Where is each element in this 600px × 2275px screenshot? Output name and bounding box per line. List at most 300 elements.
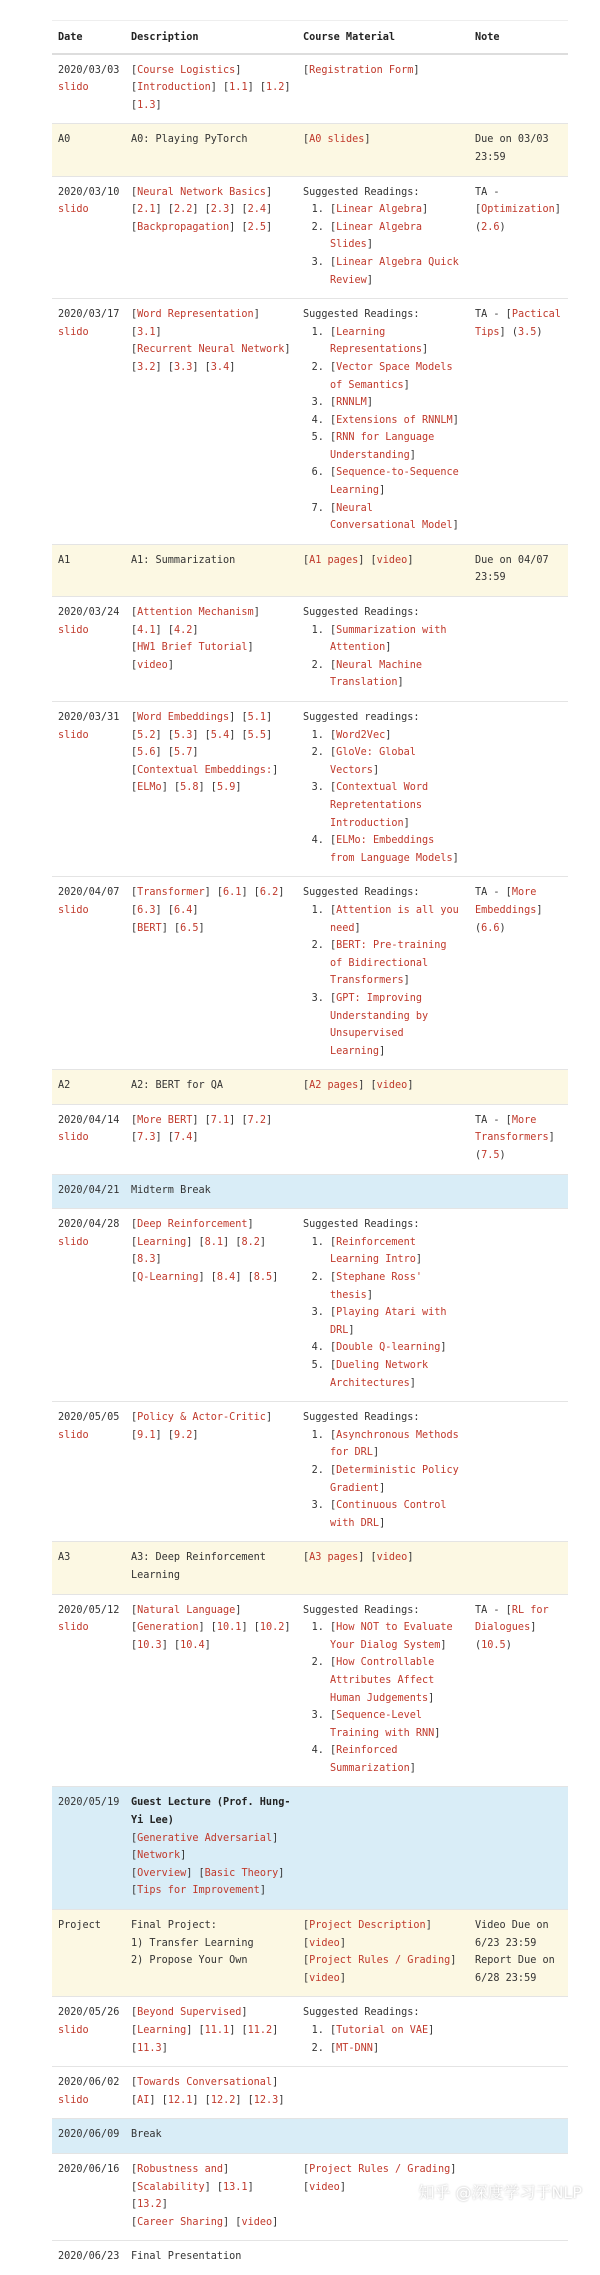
link-line: [Registration Form] bbox=[303, 64, 420, 76]
material-cell bbox=[297, 1594, 469, 1787]
material-link[interactable]: 6.5 bbox=[180, 922, 199, 934]
date-cell bbox=[52, 1402, 125, 1542]
date-cell bbox=[52, 2067, 125, 2119]
reading-link[interactable]: with DRL bbox=[330, 1517, 380, 1529]
reading-link[interactable]: need bbox=[330, 922, 355, 934]
readings-list bbox=[303, 201, 463, 289]
material-link[interactable]: 8.3 bbox=[137, 1254, 156, 1266]
ta-topic-link[interactable]: Pactical bbox=[511, 309, 561, 321]
ta-topic-link[interactable]: Optimization bbox=[481, 204, 555, 216]
link-line: [Transformer] [6.1] [6.2] bbox=[131, 887, 285, 899]
ta-topic-link[interactable]: Embeddings bbox=[475, 904, 537, 916]
ta-topic-link[interactable]: Transformers bbox=[475, 1132, 549, 1144]
reading-link[interactable]: Conversational Model bbox=[330, 520, 453, 532]
material-link[interactable]: A2 pages bbox=[309, 1080, 359, 1092]
material-link[interactable]: Backpropagation bbox=[137, 221, 230, 233]
material-link[interactable]: 9.1 bbox=[137, 1429, 156, 1441]
material-link[interactable]: Contextual Embeddings: bbox=[137, 764, 273, 776]
material-link[interactable]: Generation bbox=[137, 1622, 199, 1634]
date-cell bbox=[52, 2241, 125, 2275]
reading-link[interactable]: Reinforcement bbox=[336, 1236, 416, 1248]
header-description: Description bbox=[125, 21, 297, 54]
material-link[interactable]: 4.2 bbox=[173, 624, 193, 636]
ta-topic-link[interactable]: RL for bbox=[511, 1604, 549, 1616]
material-link[interactable]: A1 pages bbox=[309, 554, 359, 566]
reading-link[interactable]: Review bbox=[330, 274, 367, 286]
description-cell bbox=[125, 1594, 297, 1787]
material-link[interactable]: 11.1 bbox=[204, 2025, 230, 2036]
slido-link[interactable]: slido bbox=[58, 904, 89, 916]
material-link[interactable]: 10.3 bbox=[137, 1639, 162, 1651]
slido-link[interactable]: slido bbox=[58, 1236, 89, 1248]
material-link[interactable]: Attention Mechanism bbox=[137, 607, 254, 619]
reading-link[interactable]: Representations bbox=[330, 344, 423, 356]
description-cell bbox=[125, 1070, 297, 1105]
material-link[interactable]: 1.1 bbox=[229, 82, 248, 94]
material-link[interactable]: video bbox=[376, 1080, 408, 1092]
material-link[interactable]: Scalability bbox=[137, 2181, 205, 2193]
reading-link[interactable]: Linear Algebra bbox=[336, 204, 423, 216]
reading-item: 1. [Learning Representations] bbox=[330, 324, 463, 359]
link-line: [A2 pages] [video] bbox=[303, 1080, 414, 1092]
reading-link[interactable]: Learning Intro bbox=[330, 1254, 416, 1266]
date-cell bbox=[52, 176, 125, 299]
material-link[interactable]: Basic Theory bbox=[204, 1867, 279, 1879]
material-link[interactable]: Learning bbox=[137, 2025, 187, 2036]
reading-item: 7. [Neural Conversational Model] bbox=[330, 500, 463, 535]
material-link[interactable]: ELMo bbox=[137, 782, 162, 794]
note-line: 23:59 bbox=[475, 151, 506, 163]
slido-link[interactable]: slido bbox=[58, 729, 89, 741]
description-cell bbox=[125, 2119, 297, 2154]
ta-topic-link[interactable]: Dialogues bbox=[475, 1622, 531, 1634]
material-cell bbox=[297, 877, 469, 1070]
link-line: [11.3] bbox=[131, 2042, 168, 2054]
material-link[interactable]: 5.9 bbox=[216, 782, 236, 794]
date-value: 2020/03/24 bbox=[58, 607, 120, 619]
link-line: [Learning] [11.1] [11.2] bbox=[131, 2025, 279, 2036]
ta-chapter-link[interactable]: 7.5 bbox=[481, 1150, 500, 1162]
material-link[interactable]: 8.1 bbox=[204, 1236, 224, 1248]
material-link[interactable]: A0 slides bbox=[309, 134, 365, 146]
header-row bbox=[52, 21, 568, 54]
reading-link[interactable]: of Bidirectional bbox=[330, 957, 429, 969]
material-link[interactable]: 5.7 bbox=[173, 747, 193, 759]
reading-item: 2. [Neural Machine Translation] bbox=[330, 657, 463, 692]
reading-link[interactable]: from Language Models bbox=[330, 852, 453, 864]
material-link[interactable]: Overview bbox=[137, 1867, 187, 1879]
date-value: 2020/05/12 bbox=[58, 1604, 120, 1616]
material-link[interactable]: 5.6 bbox=[137, 747, 156, 759]
date-cell bbox=[52, 1174, 125, 1209]
slido-link[interactable]: slido bbox=[58, 1132, 89, 1144]
ta-chapter-link[interactable]: 10.5 bbox=[481, 1639, 506, 1651]
link-line: [Project Rules / Grading] bbox=[303, 2163, 457, 2175]
link-line: [Natural Language] bbox=[131, 1604, 242, 1616]
material-link[interactable]: 6.1 bbox=[223, 887, 242, 899]
material-link[interactable]: 7.1 bbox=[210, 1114, 230, 1126]
material-link[interactable]: AI bbox=[137, 2094, 150, 2106]
link-line: [Project Rules / Grading] bbox=[303, 1955, 457, 1967]
reading-item: 2. [GloVe: Global Vectors] bbox=[330, 744, 463, 779]
reading-link[interactable]: for DRL bbox=[330, 1447, 373, 1459]
link-line: [ELMo] [5.8] [5.9] bbox=[131, 782, 242, 794]
date-cell bbox=[52, 1070, 125, 1105]
reading-link[interactable]: Tutorial on VAE bbox=[336, 2025, 429, 2036]
description-cell bbox=[125, 1787, 297, 1910]
date-value: 2020/05/19 bbox=[58, 1797, 120, 1809]
link-line: [Contextual Embeddings:] bbox=[131, 764, 279, 776]
slido-link[interactable]: slido bbox=[58, 204, 89, 216]
ta-topic-link[interactable]: More bbox=[511, 1114, 537, 1126]
readings-list bbox=[303, 727, 463, 868]
reading-link[interactable]: Continuous Control bbox=[336, 1500, 447, 1512]
readings-heading: Suggested Readings: bbox=[303, 309, 420, 321]
material-link[interactable]: video bbox=[376, 1552, 408, 1564]
reading-link[interactable]: Vectors bbox=[330, 764, 373, 776]
material-link[interactable]: Introduction bbox=[137, 82, 211, 94]
material-link[interactable]: 7.3 bbox=[137, 1132, 156, 1144]
readings-list bbox=[303, 902, 463, 1060]
description-cell bbox=[125, 54, 297, 124]
date-cell bbox=[52, 544, 125, 596]
material-link[interactable]: Recurrent Neural Network bbox=[137, 344, 285, 356]
description-cell bbox=[125, 1910, 297, 1997]
reading-item: 1. [Summarization with Attention] bbox=[330, 622, 463, 657]
link-line: [Introduction] [1.1] [1.2] bbox=[131, 82, 291, 94]
material-link[interactable]: 5.5 bbox=[247, 729, 267, 741]
reading-item: 1. [Tutorial on VAE] bbox=[330, 2022, 463, 2040]
ta-chapter-link[interactable]: 6.6 bbox=[481, 922, 500, 934]
material-link[interactable]: 12.2 bbox=[210, 2094, 236, 2106]
material-link[interactable]: 13.1 bbox=[223, 2181, 248, 2193]
material-link[interactable]: Network bbox=[137, 1850, 181, 1862]
material-link[interactable]: video bbox=[309, 2181, 340, 2193]
material-link[interactable]: video bbox=[241, 2216, 273, 2228]
reading-link[interactable]: Sequence-to-Sequence bbox=[336, 467, 459, 479]
reading-link[interactable]: Learning bbox=[330, 1045, 380, 1057]
material-link[interactable]: 3.2 bbox=[137, 361, 156, 373]
reading-link[interactable]: Reinforced bbox=[336, 1745, 398, 1757]
material-link[interactable]: 10.1 bbox=[216, 1622, 242, 1634]
material-link[interactable]: 2.4 bbox=[247, 204, 267, 216]
material-link[interactable]: 5.2 bbox=[137, 729, 156, 741]
event-title: Final Presentation bbox=[131, 2251, 242, 2263]
reading-link[interactable]: Neural Machine bbox=[336, 659, 423, 671]
readings-list bbox=[303, 324, 463, 535]
reading-item: 1. [Word2Vec] bbox=[330, 727, 463, 745]
reading-link[interactable]: Attributes Affect bbox=[330, 1674, 435, 1686]
reading-item: 3. [GPT: Improving Understanding by Unsupervised Learning] bbox=[330, 990, 463, 1060]
material-link[interactable]: 12.1 bbox=[167, 2094, 193, 2106]
note-cell bbox=[469, 1542, 568, 1594]
ta-topic-link[interactable]: Tips bbox=[475, 326, 500, 338]
reading-link[interactable]: thesis bbox=[330, 1289, 367, 1301]
material-link[interactable]: 6.3 bbox=[137, 904, 156, 916]
material-link[interactable]: Word Representation bbox=[137, 309, 254, 321]
material-link[interactable]: 10.4 bbox=[180, 1639, 205, 1651]
link-line: [Network] bbox=[131, 1850, 187, 1862]
reading-link[interactable]: Contextual Word bbox=[336, 782, 429, 794]
material-link[interactable]: 3.3 bbox=[173, 361, 193, 373]
reading-link[interactable]: Transformers bbox=[330, 975, 404, 987]
schedule-body bbox=[52, 54, 568, 2275]
note-line: Due on 04/07 bbox=[475, 554, 549, 566]
material-cell bbox=[297, 1104, 469, 1174]
reading-item: 3. [Linear Algebra Quick Review] bbox=[330, 254, 463, 289]
material-link[interactable]: 8.4 bbox=[216, 1272, 236, 1284]
material-link[interactable]: Tips for Improvement bbox=[137, 1885, 260, 1897]
material-link[interactable]: Registration Form bbox=[309, 64, 414, 76]
material-link[interactable]: 1.2 bbox=[266, 82, 285, 94]
material-link[interactable]: Learning bbox=[137, 1236, 187, 1248]
slido-link[interactable]: slido bbox=[58, 2094, 89, 2106]
reading-link[interactable]: Learning bbox=[330, 485, 380, 497]
link-line: [2.1] [2.2] [2.3] [2.4] bbox=[131, 204, 273, 216]
material-link[interactable]: Neural Network Basics bbox=[137, 186, 266, 198]
reading-link[interactable]: Summarization bbox=[330, 1762, 410, 1774]
material-link[interactable]: Project Rules / Grading bbox=[309, 2163, 451, 2175]
reading-link[interactable]: Linear Algebra bbox=[336, 221, 423, 233]
material-cell bbox=[297, 1209, 469, 1402]
ta-note: TA - [RL for Dialogues] (10.5) bbox=[475, 1604, 549, 1651]
reading-link[interactable]: Attention bbox=[330, 642, 386, 654]
material-link[interactable]: 11.2 bbox=[247, 2025, 273, 2036]
reading-item: 6. [Sequence-to-Sequence Learning] bbox=[330, 464, 463, 499]
link-line: [Course Logistics] bbox=[131, 64, 242, 76]
reading-link[interactable]: Linear Algebra Quick bbox=[336, 256, 459, 268]
reading-item: 1. [How NOT to Evaluate Your Dialog System] bbox=[330, 1619, 463, 1654]
slido-link[interactable]: slido bbox=[58, 1429, 89, 1441]
description-cell bbox=[125, 1174, 297, 1209]
reading-link[interactable]: Playing Atari with bbox=[336, 1307, 447, 1319]
reading-link[interactable]: Dueling Network bbox=[336, 1360, 429, 1371]
reading-link[interactable]: Vector Space Models bbox=[336, 361, 453, 373]
date-value: 2020/04/07 bbox=[58, 887, 120, 899]
material-link[interactable]: 3.1 bbox=[137, 326, 156, 338]
schedule-row bbox=[52, 1997, 568, 2067]
readings-list bbox=[303, 1234, 463, 1392]
link-line: [Scalability] [13.1] [13.2] bbox=[131, 2181, 254, 2211]
note-cell bbox=[469, 2241, 568, 2275]
reading-link[interactable]: Understanding by bbox=[330, 1010, 429, 1022]
reading-link[interactable]: Asynchronous Methods bbox=[336, 1429, 459, 1441]
reading-link[interactable]: Repretentations bbox=[330, 799, 423, 811]
link-line: [video] bbox=[131, 659, 174, 671]
material-link[interactable]: Generative Adversarial bbox=[137, 1832, 273, 1844]
note-cell bbox=[469, 2119, 568, 2154]
link-line: [Recurrent Neural Network] bbox=[131, 344, 291, 356]
ta-chapter-link[interactable]: 3.5 bbox=[517, 326, 537, 338]
reading-link[interactable]: Unsupervised bbox=[330, 1028, 404, 1040]
ta-note: TA - [Optimization] (2.6) bbox=[475, 186, 561, 233]
project-title-line: 2) Propose Your Own bbox=[131, 1955, 248, 1967]
reading-link[interactable]: Neural bbox=[336, 502, 373, 514]
schedule-row bbox=[52, 1174, 568, 1209]
reading-item: 1. [Attention is all you need] bbox=[330, 902, 463, 937]
reading-link[interactable]: Gradient bbox=[330, 1482, 380, 1494]
reading-link[interactable]: DRL bbox=[330, 1324, 349, 1336]
material-link[interactable]: HW1 Brief Tutorial bbox=[137, 642, 248, 654]
reading-link[interactable]: Learning bbox=[336, 326, 386, 338]
reading-link[interactable]: Translation bbox=[330, 677, 398, 689]
description-cell bbox=[125, 702, 297, 877]
reading-link[interactable]: RNNLM bbox=[336, 397, 367, 409]
reading-link[interactable]: Sequence-Level bbox=[336, 1710, 423, 1722]
ta-chapter-link[interactable]: 2.6 bbox=[481, 221, 500, 233]
date-value: 2020/04/14 bbox=[58, 1114, 120, 1126]
material-link[interactable]: 7.2 bbox=[247, 1114, 266, 1126]
material-link[interactable]: 2.2 bbox=[173, 204, 193, 216]
link-line: [BERT] [6.5] bbox=[131, 922, 205, 934]
date-value: 2020/04/28 bbox=[58, 1219, 120, 1231]
ta-label: TA - bbox=[475, 309, 500, 321]
link-line: [Overview] [Basic Theory] bbox=[131, 1867, 285, 1879]
slido-link[interactable]: slido bbox=[58, 2025, 89, 2036]
material-link[interactable]: 9.2 bbox=[173, 1429, 193, 1441]
reading-link[interactable]: Human Judgements bbox=[330, 1692, 429, 1704]
material-link[interactable]: video bbox=[137, 659, 168, 671]
course-schedule-table bbox=[52, 20, 568, 2275]
material-link[interactable]: More BERT bbox=[137, 1114, 193, 1126]
material-link[interactable]: 3.4 bbox=[210, 361, 230, 373]
reading-link[interactable]: Word2Vec bbox=[336, 729, 386, 741]
date-cell bbox=[52, 2153, 125, 2240]
reading-link[interactable]: ELMo: Embeddings bbox=[336, 835, 435, 847]
material-link[interactable]: Natural Language bbox=[137, 1604, 236, 1616]
description-cell bbox=[125, 2067, 297, 2119]
material-link[interactable]: Project Description bbox=[309, 1920, 426, 1932]
date-value: 2020/05/26 bbox=[58, 2007, 120, 2019]
reading-link[interactable]: RNN for Language bbox=[336, 432, 435, 444]
date-cell bbox=[52, 1542, 125, 1594]
date-cell bbox=[52, 1787, 125, 1910]
link-line: [AI] [12.1] [12.2] [12.3] bbox=[131, 2094, 285, 2106]
header-course-material: Course Material bbox=[297, 21, 469, 54]
material-link[interactable]: 2.1 bbox=[137, 204, 156, 216]
reading-link[interactable]: Extensions of RNNLM bbox=[336, 414, 453, 426]
reading-link[interactable]: Stephane Ross' bbox=[336, 1272, 423, 1284]
material-link[interactable]: Deep Reinforcement bbox=[137, 1219, 248, 1231]
date-cell bbox=[52, 1209, 125, 1402]
date-cell bbox=[52, 702, 125, 877]
readings-heading: Suggested Readings: bbox=[303, 186, 420, 198]
material-link[interactable]: 2.3 bbox=[210, 204, 230, 216]
note-cell bbox=[469, 299, 568, 545]
reading-link[interactable]: Slides bbox=[330, 239, 367, 251]
reading-link[interactable]: How Controllable bbox=[336, 1657, 435, 1669]
event-title: Break bbox=[131, 2129, 162, 2141]
material-link[interactable]: Q-Learning bbox=[137, 1272, 199, 1284]
material-link[interactable]: 7.4 bbox=[173, 1132, 193, 1144]
material-link[interactable]: 6.2 bbox=[259, 887, 279, 899]
note-cell bbox=[469, 176, 568, 299]
material-link[interactable]: 10.2 bbox=[259, 1622, 285, 1634]
reading-link[interactable]: How NOT to Evaluate bbox=[336, 1622, 453, 1634]
reading-link[interactable]: GPT: Improving bbox=[336, 992, 423, 1004]
link-line: [Neural Network Basics] bbox=[131, 186, 273, 198]
material-link[interactable]: A3 pages bbox=[309, 1552, 359, 1564]
material-link[interactable]: video bbox=[376, 554, 408, 566]
date-value: Project bbox=[58, 1920, 101, 1932]
readings-list bbox=[303, 2022, 463, 2057]
material-link[interactable]: 1.3 bbox=[137, 99, 156, 111]
reading-item: 2. [How Controllable Attributes Affect Human Judgements] bbox=[330, 1654, 463, 1707]
reading-item: 5. [Dueling Network Architectures] bbox=[330, 1357, 463, 1392]
slido-link[interactable]: slido bbox=[58, 1622, 89, 1634]
reading-link[interactable]: of Semantics bbox=[330, 379, 404, 391]
material-link[interactable]: Beyond Supervised bbox=[137, 2007, 242, 2019]
material-link[interactable]: Towards Conversational bbox=[137, 2077, 273, 2089]
note-cell bbox=[469, 702, 568, 877]
material-link[interactable]: video bbox=[309, 1937, 340, 1949]
material-link[interactable]: 11.3 bbox=[137, 2042, 162, 2054]
material-link[interactable]: video bbox=[309, 1972, 340, 1984]
material-link[interactable]: 5.4 bbox=[210, 729, 230, 741]
reading-link[interactable]: Introduction bbox=[330, 817, 404, 829]
link-line: [Generation] [10.1] [10.2] bbox=[131, 1622, 291, 1634]
link-line: [Attention Mechanism] bbox=[131, 607, 260, 619]
material-link[interactable]: 2.5 bbox=[247, 221, 266, 233]
slido-link[interactable]: slido bbox=[58, 326, 89, 338]
reading-link[interactable]: Deterministic Policy bbox=[336, 1464, 459, 1476]
material-link[interactable]: Word Embeddings bbox=[137, 712, 230, 723]
reading-link[interactable]: Attention is all you bbox=[336, 904, 459, 916]
reading-link[interactable]: MT-DNN bbox=[336, 2042, 373, 2054]
material-link[interactable]: Project Rules / Grading bbox=[309, 1955, 451, 1967]
event-title: Midterm Break bbox=[131, 1184, 211, 1196]
material-link[interactable]: 6.4 bbox=[173, 904, 193, 916]
ta-topic-link[interactable]: More bbox=[511, 887, 537, 899]
link-line: [9.1] [9.2] bbox=[131, 1429, 199, 1441]
slido-link[interactable]: slido bbox=[58, 82, 89, 94]
reading-link[interactable]: Summarization with bbox=[336, 624, 447, 636]
reading-item: 3. [RNNLM] bbox=[330, 394, 463, 412]
note-cell bbox=[469, 877, 568, 1070]
material-link[interactable]: Robustness and bbox=[137, 2163, 224, 2175]
reading-item: 4. [Extensions of RNNLM] bbox=[330, 412, 463, 430]
material-link[interactable]: Career Sharing bbox=[137, 2216, 224, 2228]
material-link[interactable]: 5.1 bbox=[247, 712, 266, 723]
material-link[interactable]: BERT bbox=[137, 922, 162, 934]
watermark-prefix: 知乎 @ bbox=[418, 2183, 472, 2202]
link-line: [1.3] bbox=[131, 99, 162, 111]
reading-link[interactable]: BERT: Pre-training bbox=[336, 940, 447, 952]
material-link[interactable]: Transformer bbox=[137, 887, 205, 899]
material-link[interactable]: 4.1 bbox=[137, 624, 156, 636]
material-cell bbox=[297, 597, 469, 702]
reading-link[interactable]: Understanding bbox=[330, 449, 410, 461]
reading-link[interactable]: Double Q-learning bbox=[336, 1342, 441, 1354]
readings-heading: Suggested Readings: bbox=[303, 607, 420, 619]
reading-link[interactable]: Architectures bbox=[330, 1377, 410, 1389]
link-line: [5.2] [5.3] [5.4] [5.5] bbox=[131, 729, 273, 741]
slido-link[interactable]: slido bbox=[58, 624, 89, 636]
material-link[interactable]: 13.2 bbox=[137, 2199, 162, 2211]
material-link[interactable]: Policy & Actor-Critic bbox=[137, 1412, 266, 1424]
reading-link[interactable]: GloVe: Global bbox=[336, 747, 416, 759]
reading-link[interactable]: Your Dialog System bbox=[330, 1639, 441, 1651]
date-value: 2020/03/10 bbox=[58, 186, 120, 198]
material-link[interactable]: Course Logistics bbox=[137, 64, 236, 76]
material-link[interactable]: 8.5 bbox=[253, 1272, 273, 1284]
material-link[interactable]: 5.3 bbox=[173, 729, 193, 741]
material-link[interactable]: 5.8 bbox=[180, 782, 199, 794]
material-link[interactable]: 12.3 bbox=[253, 2094, 279, 2106]
link-line: [4.1] [4.2] bbox=[131, 624, 199, 636]
material-link[interactable]: 8.2 bbox=[241, 1236, 260, 1248]
reading-link[interactable]: Training with RNN bbox=[330, 1727, 435, 1739]
